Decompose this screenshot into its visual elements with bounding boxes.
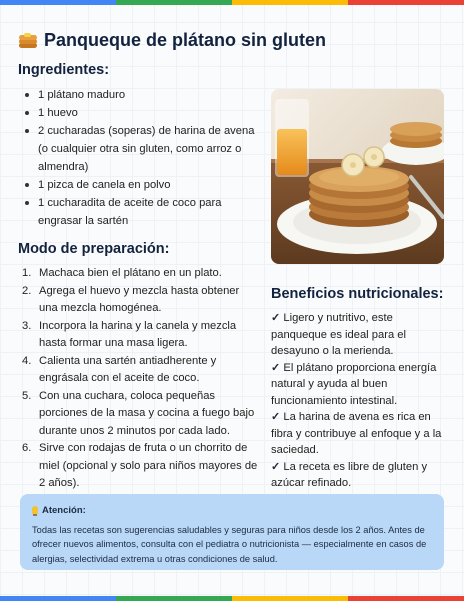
notice-title — [32, 504, 432, 519]
ingredient-item: 1 plátano maduro — [22, 86, 260, 104]
step-text: Con una cuchara, coloca pequeñas porciones de la masa y cocina a fuego bajo durante unos 2 minutos por cada lado. — [39, 389, 255, 437]
ingredient-item: 2 cucharadas (soperas) de harina de avena (o cualquier otra sin gluten, como arroz o almendra) — [22, 122, 260, 176]
check-icon: ✓ — [271, 460, 281, 473]
ingredient-item: 1 pizca de canela en polvo — [22, 176, 260, 194]
step-text: Agrega el huevo y mezcla hasta obtener una mezcla homogénea. — [39, 284, 240, 314]
benefits-list — [271, 310, 451, 492]
top-color-stripe — [0, 0, 464, 5]
step-number: 3. — [22, 319, 32, 332]
step-number: 1. — [22, 267, 32, 279]
benefit-text: El plátano proporciona energía natural y ayuda al buen funcionamiento intestinal. — [271, 361, 437, 407]
step-item — [22, 388, 258, 441]
recipe-title — [18, 30, 326, 51]
notice-title-text: Atención: — [42, 505, 86, 516]
bottom-color-stripe — [0, 596, 464, 601]
step-number: 6. — [22, 442, 32, 454]
benefit-item — [271, 459, 451, 492]
check-icon: ✓ — [271, 312, 281, 324]
benefit-text: La receta es libre de gluten y azúcar refinado. — [271, 460, 428, 489]
lightbulb-icon — [32, 506, 38, 514]
step-text: Incorpora la harina y la canela y mezcla hasta formar una masa ligera. — [39, 319, 237, 349]
check-icon: ✓ — [271, 411, 281, 423]
step-number: 5. — [22, 389, 32, 402]
ingredient-item: 1 huevo — [22, 104, 260, 122]
benefit-item — [271, 409, 451, 459]
step-item — [22, 353, 258, 388]
benefits-heading: Beneficios nutricionales: — [271, 286, 444, 302]
step-item — [22, 283, 258, 318]
check-icon: ✓ — [271, 361, 281, 374]
recipe-title-text: Panqueque de plátano sin gluten — [44, 30, 327, 50]
ingredient-item: 1 cucharadita de aceite de coco para engrasar la sartén — [22, 194, 260, 230]
step-text: Machaca bien el plátano en un plato. — [39, 267, 222, 279]
step-number: 4. — [22, 354, 32, 367]
notice-text: Todas las recetas son sugerencias saludables y seguras para niños desde los 2 años. Antes de ofrecer nuevos alimentos, consulta con el pediatra o nutricionista — especialmente en casos de alergias, selectividad extrema u otras condiciones de salud. — [32, 524, 427, 564]
step-item — [22, 265, 258, 283]
step-item — [22, 440, 258, 493]
preparation-heading: Modo de preparación: — [18, 241, 170, 257]
ingredients-heading: Ingredientes: — [18, 62, 110, 78]
pancake-icon — [18, 33, 38, 49]
pancake-photo — [271, 89, 444, 264]
step-item — [22, 318, 258, 353]
ingredients-list — [22, 86, 260, 230]
benefit-text: La harina de avena es rica en fibra y contribuye al enfoque y a la saciedad. — [271, 411, 442, 456]
attention-notice — [20, 494, 444, 570]
step-text: Calienta una sartén antiadherente y engrásala con el aceite de coco. — [39, 354, 217, 384]
benefit-text: Ligero y nutritivo, este panqueque es ideal para el desayuno o la merienda. — [271, 312, 406, 357]
step-number: 2. — [22, 284, 32, 297]
step-text: Sirve con rodajas de fruta o un chorrito de miel (opcional y solo para niños mayores de 2 años). — [39, 442, 258, 489]
benefit-item — [271, 310, 451, 360]
benefit-item — [271, 360, 451, 410]
preparation-steps — [22, 265, 258, 493]
